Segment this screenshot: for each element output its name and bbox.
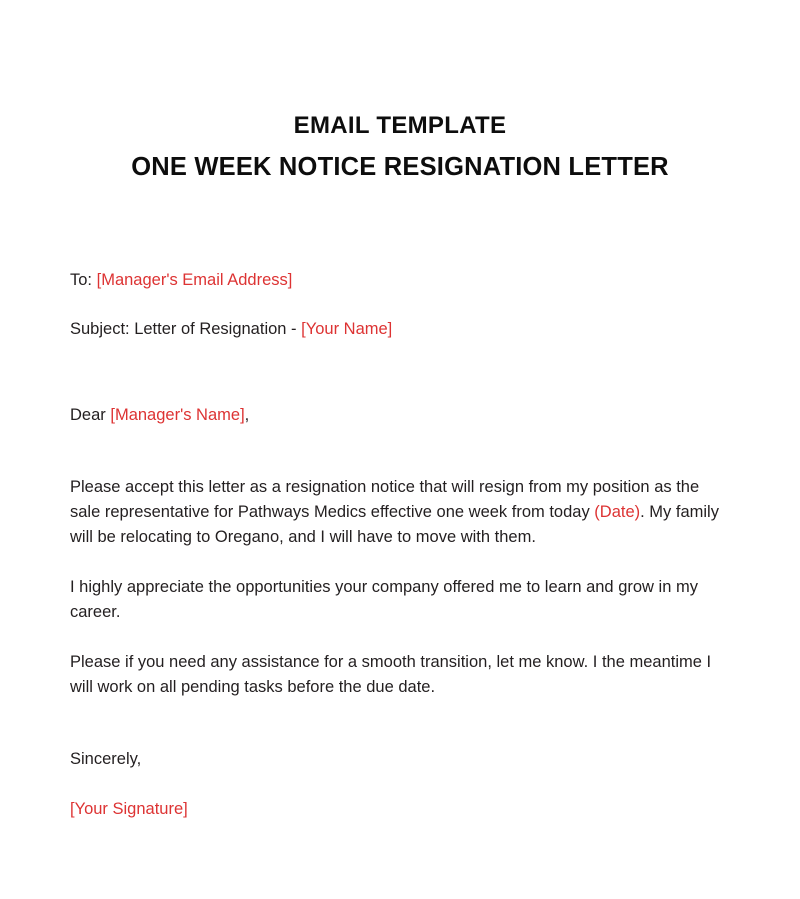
salutation-punctuation: ,: [244, 406, 250, 424]
subject-label: Subject: Letter of Resignation -: [70, 320, 302, 338]
valediction: Sincerely,: [70, 750, 142, 768]
page-title: EMAIL TEMPLATE: [293, 112, 507, 139]
body-paragraph-1: [70, 475, 724, 550]
to-line: [70, 268, 724, 292]
body-paragraph-2: I highly appreciate the opportunities your company offered me to learn and grow in my career.: [70, 578, 698, 621]
page-subtitle: ONE WEEK NOTICE RESIGNATION LETTER: [131, 153, 669, 181]
signature-placeholder: [Your Signature]: [70, 800, 188, 818]
paragraph-1-text-before-date: Please accept this letter as a resignation notice that will resign from my position as the sale representative for Pathways Medics effective one week from today: [70, 478, 700, 521]
paragraph-1-text-after-date: . My family will be relocating to Oregano, and I will have to move with them.: [70, 503, 719, 546]
subject-line: [70, 317, 724, 341]
to-label: To:: [70, 271, 97, 289]
heading-block: [0, 112, 800, 182]
letter-body: [70, 268, 724, 821]
salutation-line: [70, 403, 724, 427]
to-placeholder: [Manager's Email Address]: [96, 271, 293, 289]
date-placeholder: (Date): [594, 503, 641, 521]
subject-placeholder: [Your Name]: [301, 320, 393, 338]
body-paragraph-3: Please if you need any assistance for a smooth transition, let me know. I the meantime I will work on all pending tasks before the due date.: [70, 653, 712, 696]
manager-name-placeholder: [Manager's Name]: [110, 406, 245, 424]
salutation-greeting: Dear: [70, 406, 111, 424]
